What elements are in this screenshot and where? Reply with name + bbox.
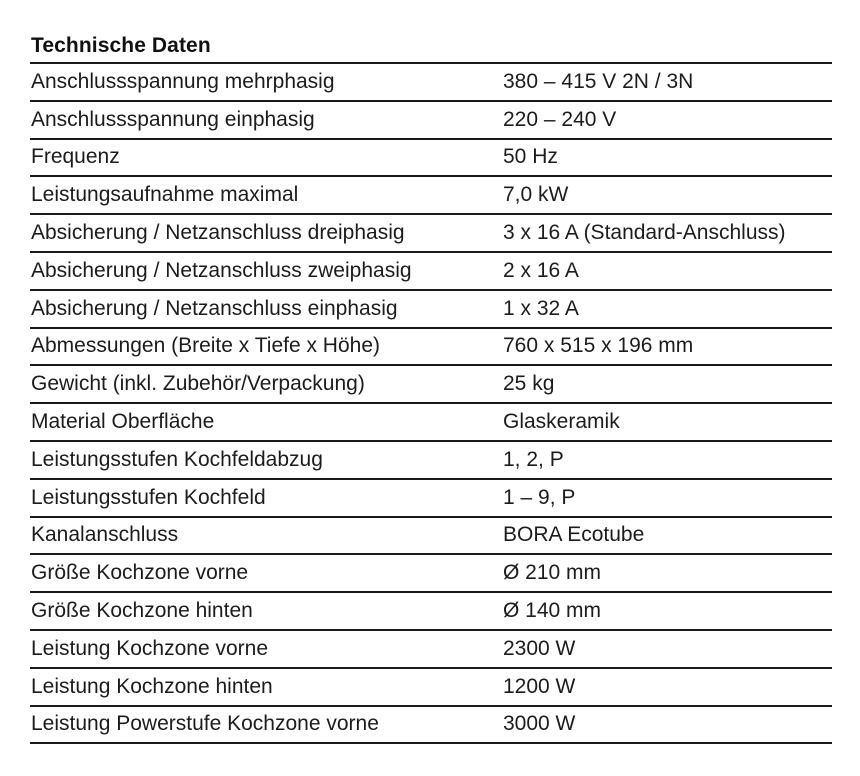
spec-value: 1200 W xyxy=(503,674,576,698)
spec-value: 50 Hz xyxy=(503,145,558,169)
spec-label: Leistung Powerstufe Kochzone vorne xyxy=(31,712,379,736)
table-row xyxy=(30,707,832,745)
spec-label: Kanalanschluss xyxy=(31,523,179,547)
spec-value: 7,0 kW xyxy=(503,183,569,207)
table-row xyxy=(30,518,832,556)
technical-data-table xyxy=(30,30,832,744)
table-row xyxy=(30,442,832,480)
spec-value: BORA Ecotube xyxy=(503,523,645,547)
spec-label: Gewicht (inkl. Zubehör/Verpackung) xyxy=(31,372,365,396)
spec-label: Leistung Kochzone hinten xyxy=(31,674,273,698)
spec-label: Frequenz xyxy=(31,145,120,169)
table-row xyxy=(30,631,832,669)
table-row xyxy=(30,64,832,102)
spec-value: Glaskeramik xyxy=(503,410,620,434)
spec-label: Absicherung / Netzanschluss einphasig xyxy=(31,296,398,320)
spec-label: Größe Kochzone hinten xyxy=(31,599,253,623)
spec-label: Absicherung / Netzanschluss dreiphasig xyxy=(31,221,405,245)
spec-label: Abmessungen (Breite x Tiefe x Höhe) xyxy=(31,334,381,358)
table-row xyxy=(30,555,832,593)
table-row xyxy=(30,404,832,442)
spec-value: 2 x 16 A xyxy=(503,258,579,282)
spec-label: Anschlussspannung einphasig xyxy=(31,107,315,131)
spec-value: 3 x 16 A (Standard-Anschluss) xyxy=(503,221,786,245)
spec-label: Leistung Kochzone vorne xyxy=(31,636,268,660)
table-row xyxy=(30,669,832,707)
spec-value: 3000 W xyxy=(503,712,576,736)
spec-value: 380 – 415 V 2N / 3N xyxy=(503,69,694,93)
spec-label: Leistungsstufen Kochfeldabzug xyxy=(31,447,323,471)
spec-label: Leistungsaufnahme maximal xyxy=(31,183,299,207)
table-body xyxy=(30,64,832,744)
spec-value: 1 x 32 A xyxy=(503,296,579,320)
table-row xyxy=(30,366,832,404)
spec-value: 25 kg xyxy=(503,372,555,396)
spec-label: Größe Kochzone vorne xyxy=(31,561,249,585)
spec-value: 1 – 9, P xyxy=(503,485,576,509)
spec-value: 760 x 515 x 196 mm xyxy=(503,334,694,358)
spec-value: Ø 210 mm xyxy=(503,561,602,585)
spec-value: Ø 140 mm xyxy=(503,599,602,623)
table-row xyxy=(30,329,832,367)
spec-label: Anschlussspannung mehrphasig xyxy=(31,69,335,93)
table-title: Technische Daten xyxy=(30,30,832,64)
spec-label: Leistungsstufen Kochfeld xyxy=(31,485,266,509)
spec-label: Material Oberfläche xyxy=(31,410,215,434)
spec-label: Absicherung / Netzanschluss zweiphasig xyxy=(31,258,412,282)
table-row xyxy=(30,253,832,291)
table-row xyxy=(30,215,832,253)
table-row xyxy=(30,291,832,329)
spec-value: 220 – 240 V xyxy=(503,107,617,131)
table-row xyxy=(30,593,832,631)
spec-value: 1, 2, P xyxy=(503,447,564,471)
table-row xyxy=(30,480,832,518)
table-row xyxy=(30,102,832,140)
table-row xyxy=(30,177,832,215)
table-row xyxy=(30,140,832,178)
spec-value: 2300 W xyxy=(503,636,576,660)
